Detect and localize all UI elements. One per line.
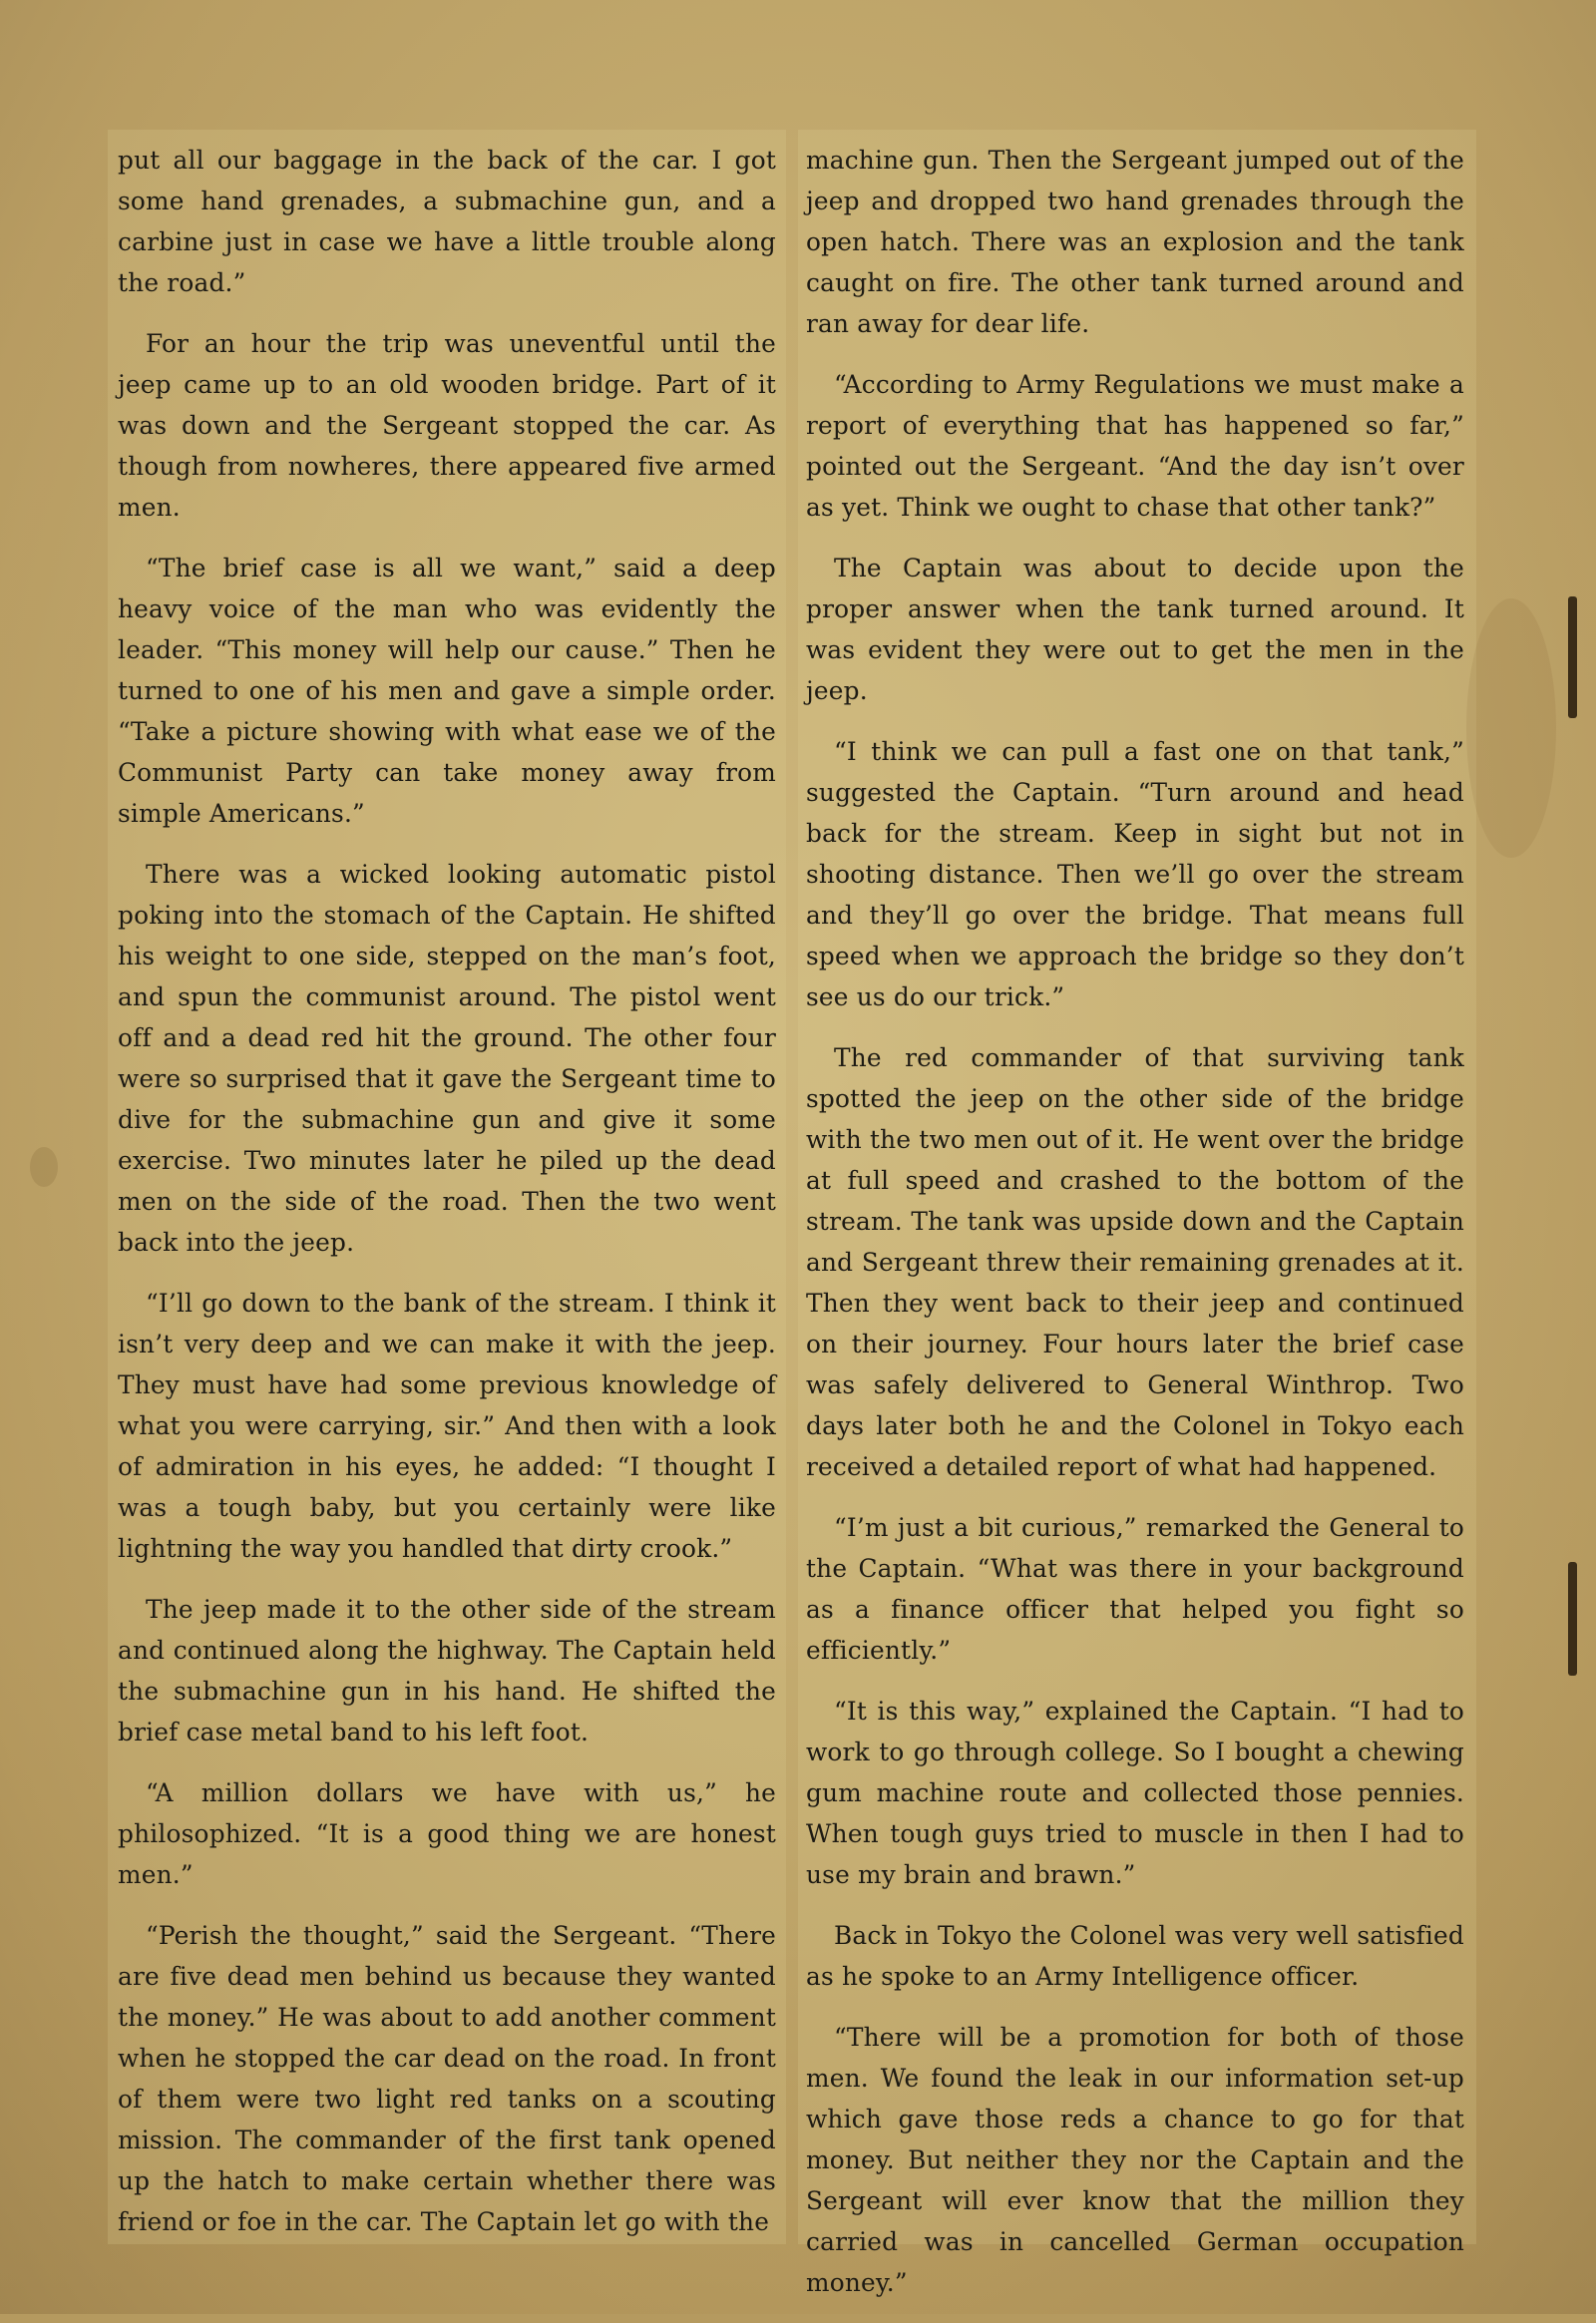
paragraph: “According to Army Regulations we must make a report of everything that has happened so far,” pointed out the Sergeant. “And the day isn’t over as yet. Think we ought to chase that other tank?” — [806, 370, 1464, 522]
paragraph: “A million dollars we have with us,” he philosophized. “It is a good thing we are honest men.” — [118, 1778, 776, 1889]
paragraph: “I think we can pull a fast one on that tank,” suggested the Captain. “Turn around and head back for the stream. Keep in sight but not in shooting distance. Then we’ll go over the stream and they’ll go over the bridge. That means full speed when we approach the bridge so they don’t see us do our trick.” — [806, 737, 1464, 1011]
paragraph: put all our baggage in the back of the car. I got some hand grenades, a submachine gun, and a carbine just in case we have a little trouble along the road.” — [118, 146, 776, 297]
paragraph: The red commander of that surviving tank spotted the jeep on the other side of the bridge with the two men out of it. He went over the bridge at full speed and crashed to the bottom of the stream. The tank was upside down and the Captain and Sergeant threw their remaining grenades at it. Then they went back to their jeep and continued on their journey. Four hours later the brief case was safely delivered to General Winthrop. Two days later both he and the Colonel in Tokyo each received a detailed report of what had happened. — [806, 1043, 1464, 1481]
paragraph: Back in Tokyo the Colonel was very well satisfied as he spoke to an Army Intelligence officer. — [806, 1921, 1464, 1991]
paragraph: There was a wicked looking automatic pistol poking into the stomach of the Captain. He shifted his weight to one side, stepped on the man’s foot, and spun the communist around. The pistol went off and a dead red hit the ground. The other four were so surprised that it gave the Sergeant time to dive for the submachine gun and give it some exercise. Two minutes later he piled up the dead men on the side of the road. Then the two went back into the jeep. — [118, 860, 776, 1257]
left-text-column — [118, 140, 776, 2262]
paragraph: machine gun. Then the Sergeant jumped out of the jeep and dropped two hand grenades through the open hatch. There was an explosion and the tank caught on fire. The other tank turned around and ran away for dear life. — [806, 146, 1464, 338]
right-text-column — [806, 140, 1464, 2323]
paragraph: “Perish the thought,” said the Sergeant. “There are five dead men behind us because they wanted the money.” He was about to add another comment when he stopped the car dead on the road. In front of them were two light red tanks on a scouting mission. The commander of the first tank opened up the hatch to make certain whether there was friend or foe in the car. The Captain let go with the — [118, 1921, 776, 2236]
paragraph: The Captain was about to decide upon the proper answer when the tank turned around. It was evident they were out to get the men in the jeep. — [806, 554, 1464, 705]
paragraph: “I’m just a bit curious,” remarked the General to the Captain. “What was there in your background as a finance officer that helped you fight so efficiently.” — [806, 1513, 1464, 1665]
paragraph: For an hour the trip was uneventful until the jeep came up to an old wooden bridge. Part of it was down and the Sergeant stopped the car. As though from nowheres, there appeared five armed men. — [118, 329, 776, 522]
paragraph: “It is this way,” explained the Captain. “I had to work to go through college. So I bought a chewing gum machine route and collected those pennies. When tough guys tried to muscle in then I had to use my brain and brawn.” — [806, 1697, 1464, 1889]
paper-stain — [1466, 598, 1556, 858]
binding-mark — [1568, 596, 1577, 718]
paragraph: “I’ll go down to the bank of the stream. I think it isn’t very deep and we can make it with the jeep. They must have had some previous knowledge of what you were carrying, sir.” And then with a look of admiration in his eyes, he added: “I thought I was a tough baby, but you certainly were like lightning the way you handled that dirty crook.” — [118, 1289, 776, 1563]
paragraph: The jeep made it to the other side of the stream and continued along the highway. The Captain held the submachine gun in his hand. He shifted the brief case metal band to his left foot. — [118, 1595, 776, 1746]
paragraph: “There will be a promotion for both of those men. We found the leak in our information set-up which gave those reds a chance to go for that money. But neither they nor the Captain and the Sergeant will ever know that the million they carried was in cancelled German occupation money.” — [806, 2023, 1464, 2297]
paper-stain — [30, 1147, 58, 1187]
binding-mark — [1568, 1562, 1577, 1676]
paragraph: “The brief case is all we want,” said a deep heavy voice of the man who was evidently the leader. “This money will help our cause.” Then he turned to one of his men and gave a simple order. “Take a picture showing with what ease we of the Communist Party can take money away from simple Americans.” — [118, 554, 776, 828]
